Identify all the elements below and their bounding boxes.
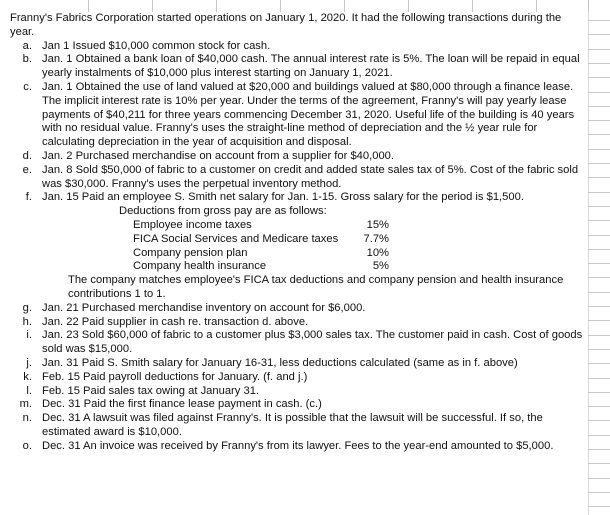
deduction-name: FICA Social Services and Medicare taxes [133,232,339,245]
transaction-text: Jan. 22 Paid supplier in cash re. transaction d. above. [42,315,309,328]
deduction-name: Company health insurance [133,260,267,273]
transaction-label: l. [26,384,32,397]
transaction-item [10,329,588,357]
grid-line [408,0,409,12]
transaction-label: i. [26,329,32,342]
transaction-item [10,53,588,81]
transaction-label: n. [22,412,32,425]
grid-line [588,34,610,35]
grid-line [588,292,610,293]
grid-line [588,235,610,236]
transaction-item [10,412,588,440]
transaction-item [10,385,588,399]
grid-line [280,0,281,12]
intro-text: Franny's Fabrics Corporation started operations on January 1, 2020. It had the following transactions during the year. [10,12,562,38]
grid-line [588,106,610,107]
grid-line [588,134,610,135]
grid-line [588,306,610,307]
transaction-item [10,357,588,371]
deduction-row [10,233,588,247]
matching-note: The company matches employee's FICA tax deductions and company pension and health insurance contributions 1 to 1. [68,274,564,300]
grid-line [588,492,610,493]
grid-line [588,263,610,264]
grid-line [588,249,610,250]
transaction-text: Jan 1 Issued $10,000 common stock for cash. [42,39,271,52]
transaction-item [10,150,588,164]
grid-line [588,177,610,178]
grid-line [588,320,610,321]
spreadsheet-row-lines [588,12,610,515]
transaction-text: Jan. 2 Purchased merchandise on account from a supplier for $40,000. [42,149,394,162]
transaction-text: Jan. 8 Sold $50,000 of fabric to a customer on credit and added state sales tax of 5%. Cost of the fabric sold was $30,000. Franny's uses the perpetual inventory method. [42,163,579,190]
grid-line [588,206,610,207]
deduction-rate: 7.7% [363,232,389,245]
transaction-label: m. [19,398,32,411]
grid-line [588,392,610,393]
grid-line [344,0,345,12]
grid-line [588,92,610,93]
grid-line [588,478,610,479]
deductions-table [10,219,588,274]
transaction-text: Jan. 1 Obtained the use of land valued at $20,000 and buildings valued at $80,000 through a finance lease. The implicit interest rate is 10% per year. Under the terms of the agreement, Franny's will pay yearly lease payments of $40,211 for three years commencing December 31, 2020. Useful life of the building is 40 years with no residual value. Franny's uses the straight-line method of depreciation and the ½ year rule for calculating depreciation in the year of acquisition and disposal. [42,80,575,149]
transaction-text: Jan. 31 Paid S. Smith salary for January 16-31, less deductions calculated (same as in f. above) [42,356,518,369]
transaction-item [10,371,588,385]
transaction-item [10,164,588,192]
grid-line [588,163,610,164]
deduction-row [10,219,588,233]
transaction-label: g. [22,301,32,314]
transaction-label: k. [23,370,32,383]
grid-line [472,0,473,12]
grid-line [588,335,610,336]
grid-line [588,77,610,78]
grid-line [588,506,610,507]
grid-line [588,406,610,407]
deduction-row [10,260,588,274]
grid-line [588,449,610,450]
transaction-label: d. [22,149,32,162]
transaction-text: Jan. 15 Paid an employee S. Smith net salary for Jan. 1-15. Gross salary for the period is $1,500. [42,191,524,204]
transaction-item [10,191,588,205]
grid-line [588,192,610,193]
transaction-label: j. [26,356,32,369]
grid-line [588,220,610,221]
grid-line [588,20,610,21]
deduction-row [10,247,588,261]
transaction-label: a. [22,39,32,52]
transaction-text: Dec. 31 A lawsuit was filed against Franny's. It is possible that the lawsuit will be successful. If so, the estimated award is $10,000. [42,412,543,438]
transaction-item [10,40,588,54]
grid-line [588,435,610,436]
grid-line [588,349,610,350]
grid-line [216,0,217,12]
grid-line [588,120,610,121]
transaction-label: c. [23,80,32,93]
grid-line [588,63,610,64]
transaction-text: Feb. 15 Paid sales tax owing at January 31. [42,384,260,397]
grid-line [588,49,610,50]
transaction-label: e. [22,163,32,176]
transaction-item [10,302,588,316]
deduction-rate: 5% [372,260,389,273]
transaction-text: Jan. 23 Sold $60,000 of fabric to a customer plus $3,000 sales tax. The customer paid in cash. Cost of goods sold was $15,000. [42,329,583,356]
transaction-text: Jan. 21 Purchased merchandise inventory on account for $6,000. [42,301,366,314]
transaction-list-part1 [10,40,588,206]
transaction-label: h. [22,315,32,328]
grid-line [588,149,610,150]
grid-line [588,420,610,421]
grid-line [88,0,89,12]
grid-line [588,277,610,278]
transaction-text: Feb. 15 Paid payroll deductions for January. (f. and j.) [42,370,308,383]
transaction-item [10,81,588,150]
deduction-name: Company pension plan [133,246,248,259]
transaction-item [10,440,588,454]
transaction-item [10,316,588,330]
grid-line [588,0,589,12]
transaction-item [10,398,588,412]
deduction-name: Employee income taxes [133,218,252,231]
transaction-text: Jan. 1 Obtained a bank loan of $40,000 cash. The annual interest rate is 5%. The loan will be repaid in equal yearly instalments of $10,000 plus interest starting on January 1, 2021. [42,53,580,80]
transaction-label: o. [22,439,32,452]
transaction-text: Dec. 31 Paid the first finance lease payment in cash. (c.) [42,398,322,411]
grid-line [588,363,610,364]
transaction-text: Dec. 31 An invoice was received by Franny's from its lawyer. Fees to the year-end amounted to $5,000. [42,439,554,452]
problem-statement [10,12,588,454]
transaction-label: b. [22,53,32,66]
grid-line [588,463,610,464]
transaction-list-part2 [10,302,588,454]
deduction-rate: 10% [366,246,389,259]
grid-line [152,0,153,12]
grid-line [536,0,537,12]
spreadsheet-column-lines [0,0,610,12]
transaction-label: f. [25,191,32,204]
deduction-rate: 15% [366,218,389,231]
deductions-heading: Deductions from gross pay are as follows: [119,205,327,218]
grid-line [588,378,610,379]
